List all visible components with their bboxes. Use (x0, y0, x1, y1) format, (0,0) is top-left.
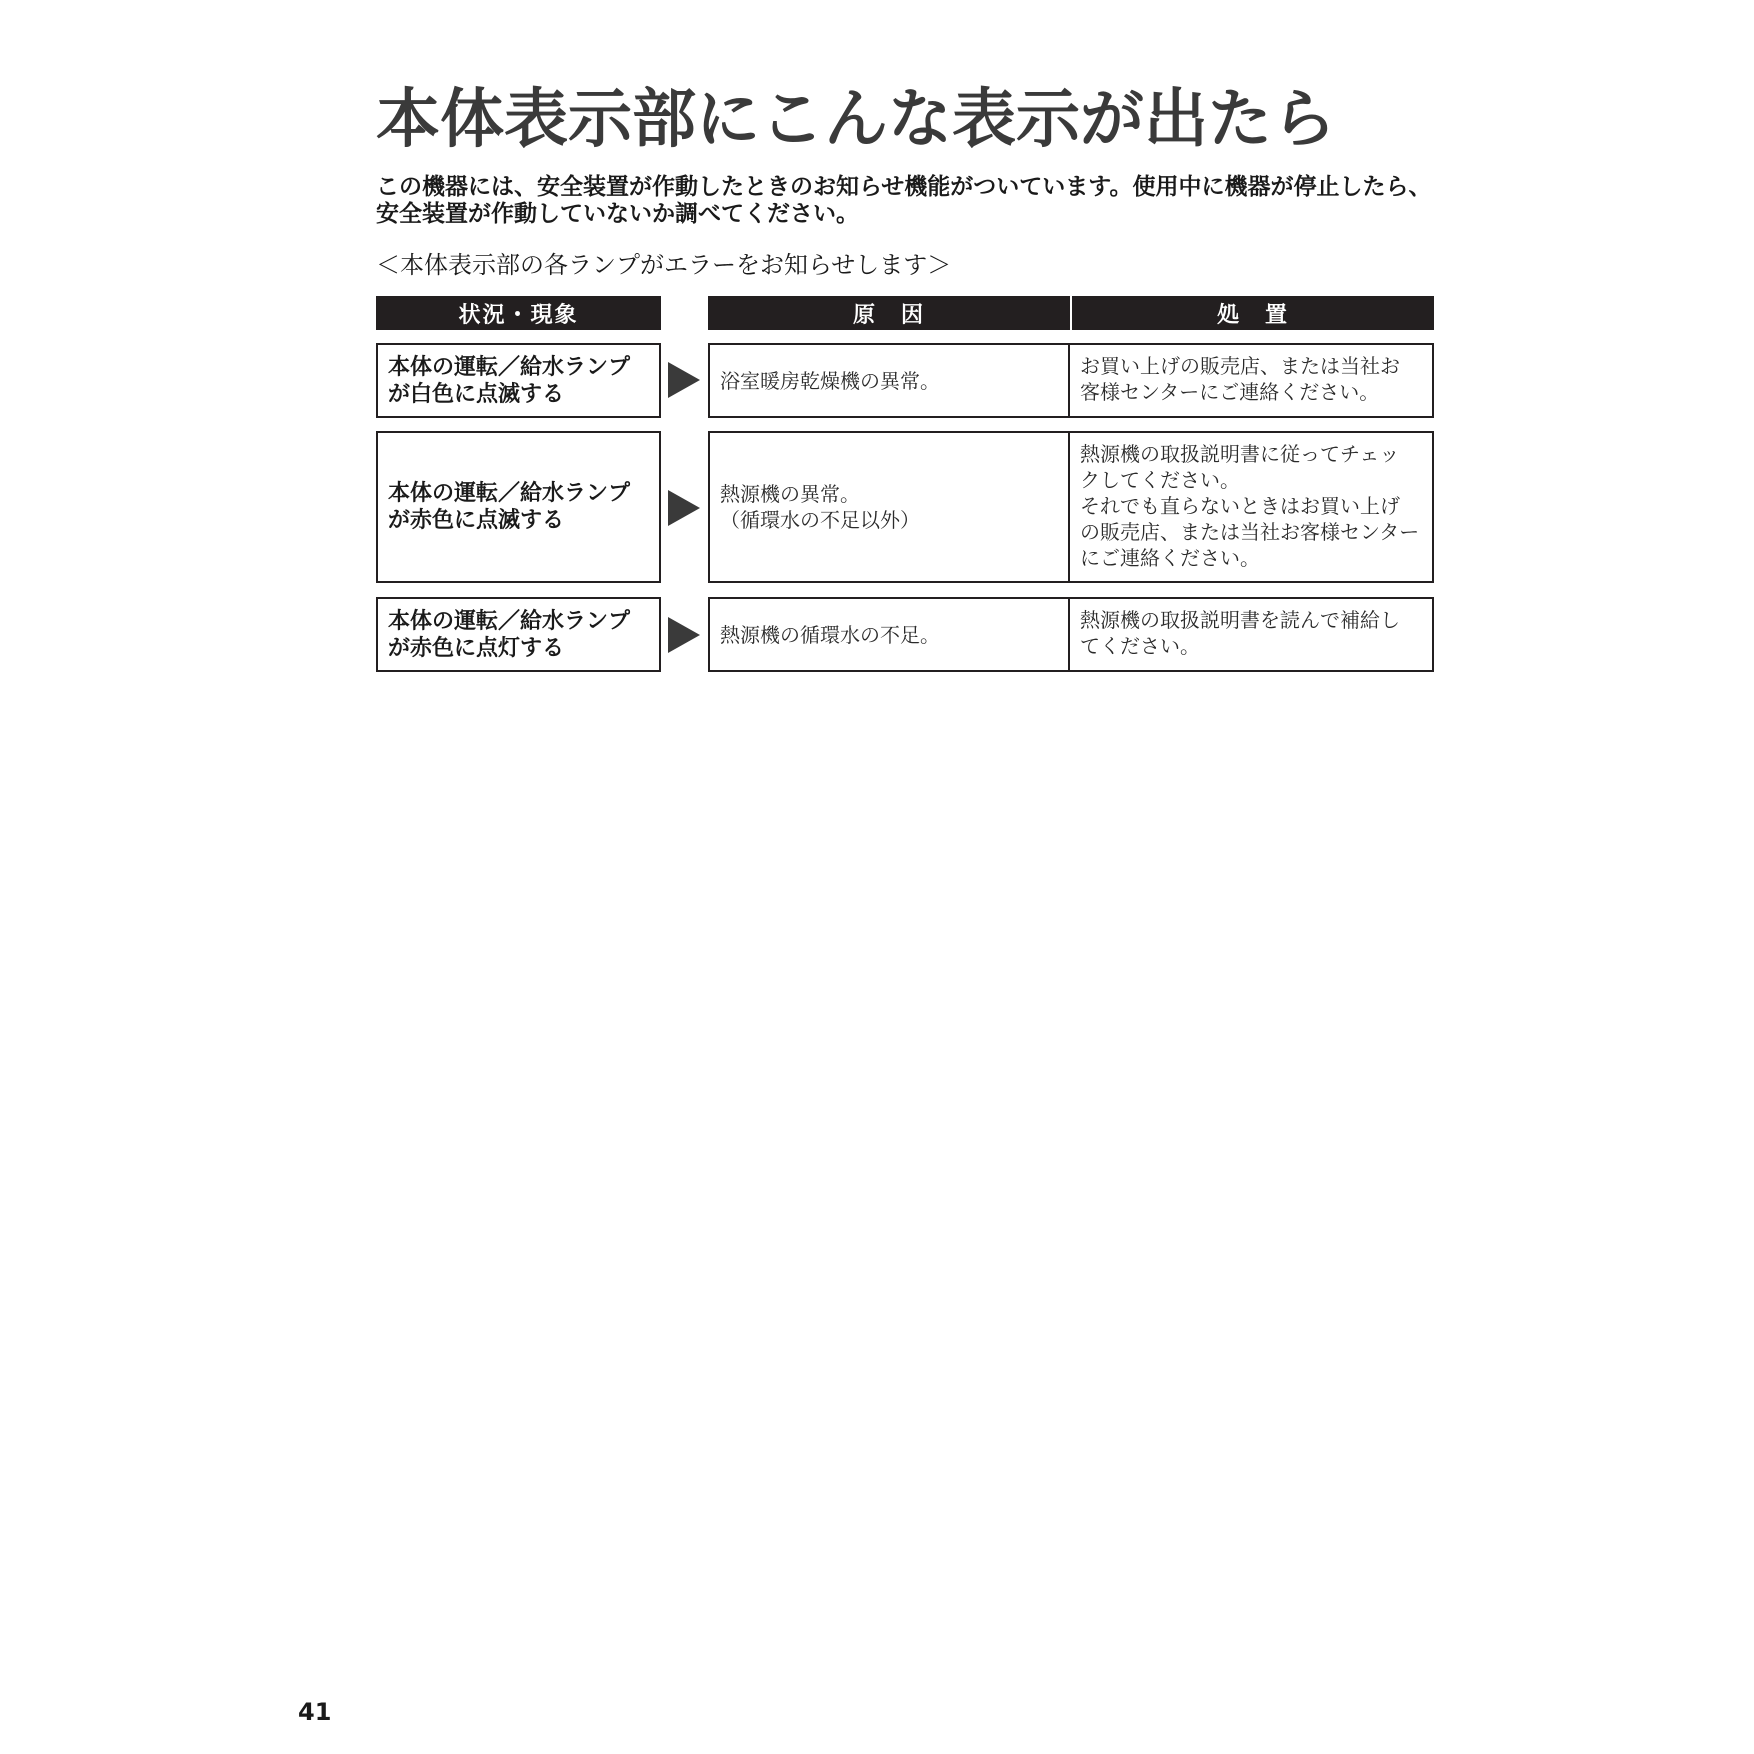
cause-cell (710, 433, 1070, 581)
action-line: クしてください。 (1080, 468, 1240, 492)
status-cell (376, 597, 661, 672)
status-cell (376, 343, 661, 418)
header-action: 処 置 (1072, 296, 1434, 330)
action-line: お買い上げの販売店、または当社お (1080, 354, 1400, 378)
right-triangle-arrow-icon (668, 617, 700, 653)
action-cell (1070, 599, 1432, 670)
right-triangle-arrow-icon (668, 490, 700, 526)
cause-line: （循環水の不足以外） (720, 508, 920, 532)
cause-action-box (708, 343, 1434, 418)
status-line: が赤色に点滅する (388, 508, 565, 533)
status-line: が白色に点滅する (388, 381, 565, 407)
cause-cell (710, 345, 1070, 416)
intro-line: この機器には、安全装置が作動したときのお知らせ機能がついています。使用中に機器が停止したら、 (376, 174, 1432, 200)
action-cell (1070, 345, 1432, 416)
action-line: にご連絡ください。 (1080, 546, 1260, 570)
cause-line: 浴室暖房乾燥機の異常。 (720, 368, 940, 393)
intro-line: 安全装置が作動していないか調べてください。 (376, 201, 859, 227)
header-cause: 原 因 (708, 296, 1070, 330)
action-line: の販売店、または当社お客様センター (1080, 520, 1420, 544)
action-line: 熱源機の取扱説明書を読んで補給し (1080, 608, 1400, 632)
action-line: それでも直らないときはお買い上げ (1080, 494, 1400, 518)
cause-cell (710, 599, 1070, 670)
page-number: 41 (298, 1698, 332, 1726)
status-line: 本体の運転／給水ランプ (388, 481, 631, 506)
section-subheading: ＜本体表示部の各ランプがエラーをお知らせします＞ (376, 251, 952, 279)
page-title: 本体表示部にこんな表示が出たら (376, 83, 1336, 157)
action-line: 熱源機の取扱説明書に従ってチェッ (1080, 442, 1400, 466)
cause-action-box (708, 431, 1434, 583)
header-status: 状況・現象 (376, 296, 661, 330)
cause-action-box (708, 597, 1434, 672)
action-cell (1070, 433, 1432, 581)
cause-line: 熱源機の循環水の不足。 (720, 622, 940, 647)
action-line: てください。 (1080, 634, 1200, 658)
status-line: が赤色に点灯する (388, 635, 565, 661)
status-line: 本体の運転／給水ランプ (388, 608, 631, 634)
action-line: 客様センターにご連絡ください。 (1080, 380, 1380, 404)
intro-text (376, 174, 1456, 228)
right-triangle-arrow-icon (668, 362, 700, 398)
cause-line: 熱源機の異常。 (720, 482, 860, 506)
status-cell (376, 431, 661, 583)
status-line: 本体の運転／給水ランプ (388, 354, 631, 380)
